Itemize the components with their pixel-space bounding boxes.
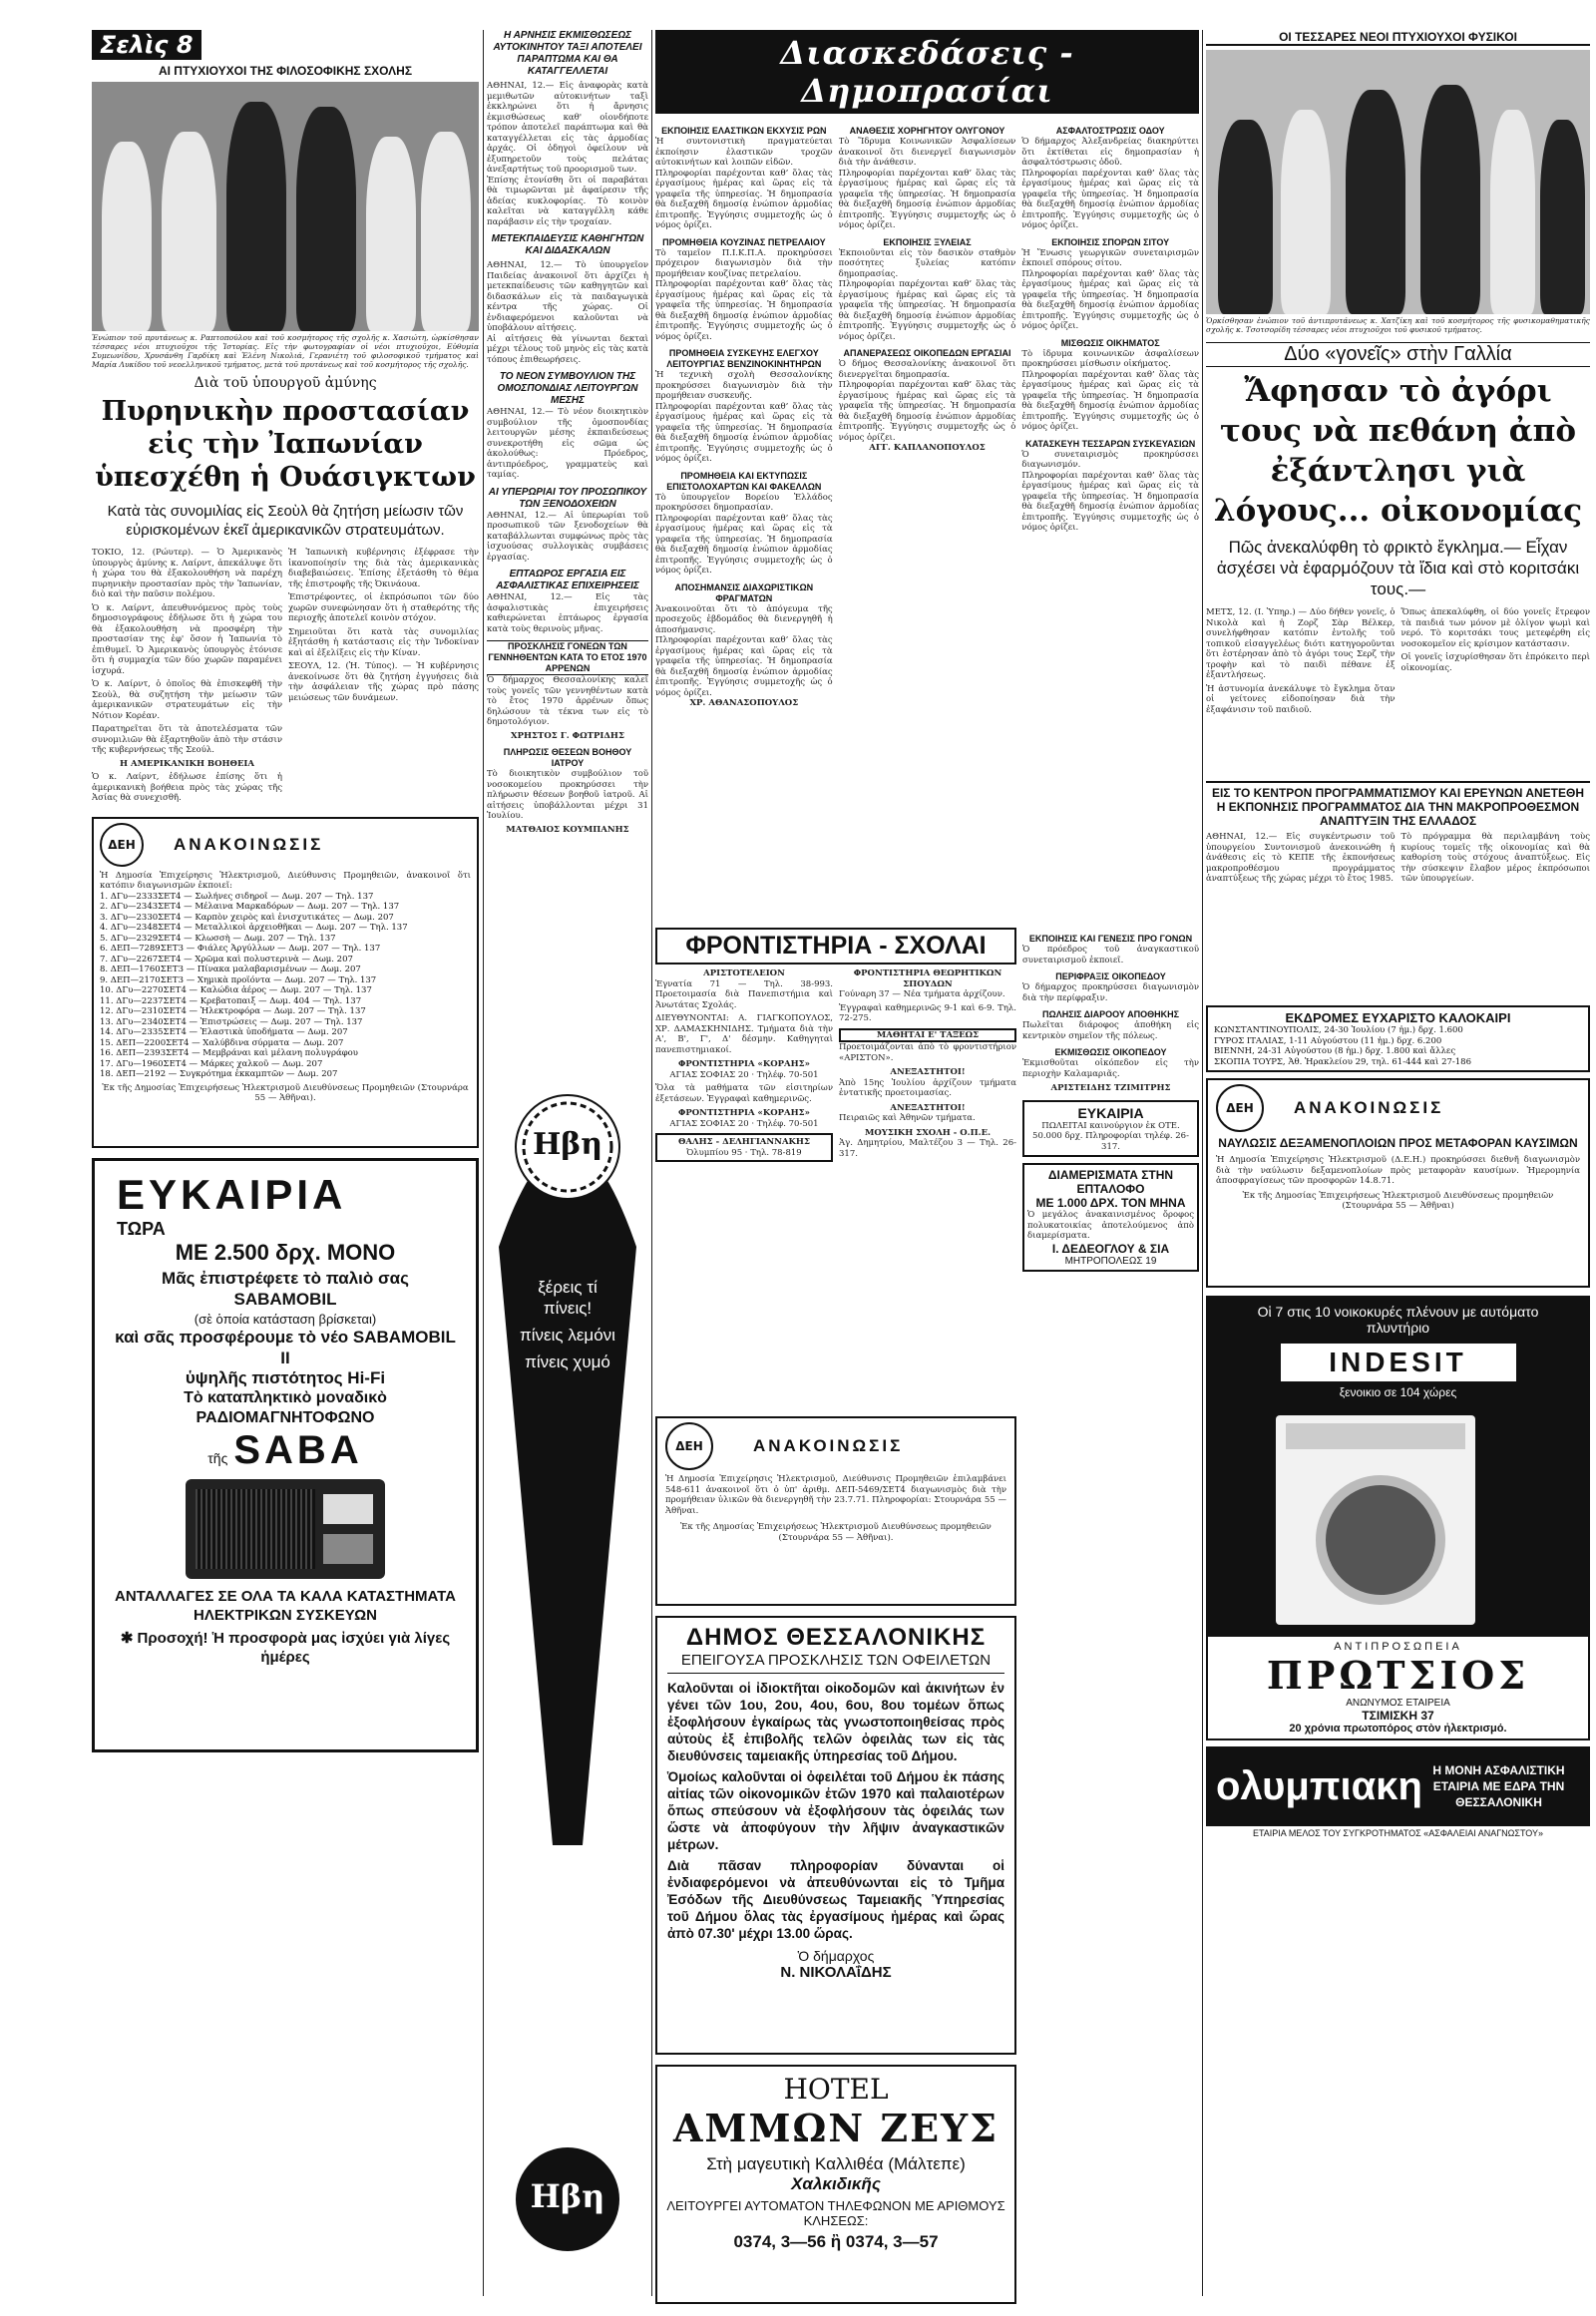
saba-l2: ΜΕ 2.500 δρχ. ΜΟΝΟ — [175, 1239, 396, 1265]
headline-hotels: ΑΙ ΥΠΕΡΩΡΙΑΙ ΤΟΥ ΠΡΟΣΩΠΙΚΟΥ ΤΩΝ ΞΕΝΟΔΟΧΕΙΩΝ — [488, 486, 647, 510]
notice-filler: Πληροφορίαι παρέχονται καθ’ ὅλας τὰς ἐργασίμους ἡμέρας καὶ ὥρας εἰς τὰ γραφεῖα τῆς ὑπηρεσίας. Ἡ δημοπρασία θὰ διεξαχθῆ δημοσίᾳ ἐνώπιον ἁρμοδίας ἐπιτροπῆς. Ἐγγύησις συμμετοχῆς ὡς ὁ νόμος ὁρίζει. — [1021, 168, 1199, 230]
opportunity-text: ΠΩΛΕΙΤΑΙ καινούργιον ἐκ ΟΤΕ. 50.000 δρχ. Πληροφορίαι τηλέφ. 26-317. — [1032, 1120, 1189, 1152]
tutoring-section: ΦΡΟΝΤΙΣΤΗΡΙΑ - ΣΧΟΛΑΙ ΑΡΙΣΤΟΤΕΛΕΙΟΝ Ἐγνατία 71 — Τηλ. 38-993. Προετοιμασία διὰ Πανεπιστήμια καὶ Ἀνωτάτας Σχολάς. ΔΙΕΥΘΥΝΟΝΤΑΙ: Α. ΓΙΑΓΚΟΠΟΥΛΟΣ, ΧΡ. ΔΑΜΑΣΚΗΝΙΔΗΣ. Τμήματα διὰ τὴν Α', Β', Γ', Δ' δέσμην. Καθηγηταὶ πανεπιστημιακοί. ΦΡΟΝΤΙΣΤΗΡΙΑ «ΚΟΡΑΗΣ» ΑΓΙΑΣ ΣΟΦΙΑΣ 20 · Τηλέφ. 70-501 Ὅλα τὰ μαθήματα τῶν εἰσιτηρίων ἐξετάσεων. Ἐγγραφαὶ καθημερινῶς. ΦΡΟΝΤΙΣΤΗΡΙΑ «ΚΟΡΑΗΣ» ΑΓΙΑΣ ΣΟΦΙΑΣ 20 · Τηλέφ. 70-501 ΘΑΛΗΣ - ΔΕΛΗΓΙΑΝΝΑΚΗΣ Ὀλυμπίου 95 · Τηλ. 78-819 ΦΡΟΝΤΙΣΤΗΡΙΑ ΘΕΩΡΗΤΙΚΩΝ ΣΠΟΥΔΩΝ Γούναρη 37 — Νέα τμήματα ἀρχίζουν. Ἐγγραφαὶ καθημερινῶς 9-1 καὶ 6-9. Τηλ. 72-275. ΜΑΘΗΤΑΙ Ε' ΤΑΞΕΩΣ Προετοιμάζονται ἀπὸ τὸ φροντιστήριον «ΑΡΙΣΤΟΝ». ΑΝΕΞΑΣΤΗΤΟΙ! Ἀπὸ 15ης Ἰουλίου ἀρχίζουν τμήματα ἐντατικῆς προετοιμασίας. ΑΝΕΞΑΣΤΗΤΟΙ! Πειραιῶς καὶ Ἀθηνῶν τμήματα. ΜΟΥΣΙΚΗ ΣΧΟΛΗ - Ο.Π.Ε. Ἀγ. Δημητρίου, Μαλτέζου 3 — Τηλ. 26-317. — [655, 928, 1016, 1406]
hotel-ad — [655, 2065, 1016, 2304]
tutoring-title: ΦΡΟΝΤΙΣΤΗΡΙΑ - ΣΧΟΛΑΙ — [655, 928, 1016, 965]
announcement-item: 12. ΔΓυ—2310ΣΕΤ4 — Ἠλεκτροφόρα — Δωμ. 207 — Τηλ. 137 — [100, 1006, 366, 1016]
excursion-item: ΓΥΡΟΣ ΙΤΑΛΙΑΣ, 1-11 Αὐγούστου (11 ἡμ.) δρχ. 6.200 — [1214, 1035, 1442, 1046]
headline-parents: ΠΡΟΣΚΛΗΣΙΣ ΓΟΝΕΩΝ ΤΩΝ ΓΕΝΝΗΘΕΝΤΩΝ ΚΑΤΑ ΤΟ ΕΤΟΣ 1970 ΑΡΡΕΝΩΝ — [488, 641, 647, 673]
notice-filler: Πληροφορίαι παρέχονται καθ’ ὅλας τὰς ἐργασίμους ἡμέρας καὶ ὥρας εἰς τὰ γραφεῖα τῆς ὑπηρεσίας. Ἡ δημοπρασία θὰ διεξαχθῆ δημοσίᾳ ἐνώπιον ἁρμοδίας ἐπιτροπῆς. Ἐγγύησις συμμετοχῆς ὡς ὁ νόμος ὁρίζει. — [838, 380, 1016, 443]
notice-heading: ΑΠΑΝΕΡΑΣΕΩΣ ΟΙΚΟΠΕΔΩΝ ΕΡΓΑΣΙΑΙ — [843, 348, 1011, 358]
kicker: Διὰ τοῦ ὑπουργοῦ ἀμύνης — [194, 375, 377, 391]
deh-logo: ΔΕΗ — [1216, 1084, 1264, 1132]
municipality-text-1: Καλοῦνται οἱ ἰδιοκτῆται οἰκοδομῶν καὶ ἀκινήτων ἐν γένει τῶν 1ου, 2ου, 4ου, 6ου, 8ου τομέων ὅπως ἐξοφλήσουν ἐγκαίρως τὰς γνωστοποιηθείσας πρὸς αὐτοὺς ἐξ ἐπιβολῆς τελῶν ὀφειλὰς των εἰς τὰς διευθύνσεις ταμειακῆς ὑπηρεσίας τοῦ Δήμου. — [667, 1681, 1004, 1763]
saba-l10: ✱ Προσοχή! Ἡ προσφορὰ μας ἰσχύει γιὰ λίγες ἡμέρες — [120, 1629, 451, 1666]
protsios-brand: ΠΡΩΤΣΙΟΣ — [1266, 1653, 1530, 1698]
notice-heading: ΑΣΦΑΛΤΟΣΤΡΩΣΙΣ ΟΔΟΥ — [1055, 126, 1165, 136]
auction-column-3-lower — [1022, 928, 1199, 2304]
opportunity-box — [1022, 1100, 1199, 1158]
municipality-title: ΔΗΜΟΣ ΘΕΣΣΑΛΟΝΙΚΗΣ — [685, 1624, 987, 1651]
announcement-item: 1. ΔΓυ—2333ΣΕΤ4 — Σωλήνες σιδηροῖ — Δωμ. 207 — Τηλ. 137 — [100, 891, 374, 902]
right-body-2: Ὅπως ἀπεκαλύφθη, οἱ δύο γονεῖς ἔτρεφον τὰ παιδιά των μόνον μὲ ὀλίγον ψωμὶ καὶ νερό. Τὸ κοριτσάκι τους μετεφέρθη εἰς νοσοκομεῖον εἰς κρίσιμον κατάστασιν. Οἱ γονεῖς ἰσχυρίσθησαν ὅτι ἐπρόκειτο περὶ οἰκονομίας. — [1400, 607, 1590, 673]
notice-text: Πωλεῖται διάροφος ἀποθήκη εἰς κεντρικὸν σημεῖον τῆς πόλεως. — [1022, 1020, 1199, 1041]
center-announcement-text: Ἡ Δημοσία Ἐπιχείρησις Ἡλεκτρισμοῦ, Διεύθυνσις Προμηθειῶν ἐπιλαμβάνει 548-611 ἀνακοινοῖ ὅτι ὁ ὑπ' ἀριθμ. ΔΕΠ-5469/ΣΕΤ4 διαγωνισμὸς διὰ τὴν προμήθειαν ὑλικῶν θὰ διενεργηθῆ τὴν 23.7.71. Πληροφορίαι: Στουρνάρα 55 — Ἀθῆναι. — [665, 1474, 1006, 1516]
tutor-5-text: Ἀπὸ 15ης Ἰουλίου ἀρχίζουν τμήματα ἐντατικῆς προετοιμασίας. — [839, 1077, 1016, 1098]
center-announcement-title: ΑΝΑΚΟΙΝΩΣΙΣ — [753, 1436, 904, 1455]
body-filler: Ἐπίσης ἐτονίσθη ὅτι οἱ παραβάται θὰ τιμωρῶνται μὲ ἀφαίρεσιν τῆς ἀδείας κυκλοφορίας. Τὸ κοινὸν καλεῖται νὰ καταγγέλλη κάθε παράβασιν εἰς τὴν τροχαίαν. — [487, 175, 648, 227]
headline-council: ΤΟ ΝΕΟΝ ΣΥΜΒΟΥΛΙΟΝ ΤΗΣ ΟΜΟΣΠΟΝΔΙΑΣ ΛΕΙΤΟΥΡΓΩΝ ΜΕΣΗΣ — [497, 371, 638, 406]
notice-text: Ἡ συντονιστικὴ πραγματεύεται ἐκποίησιν ἐλαστικῶν τροχῶν αὐτοκινήτων καὶ λοιπῶν εἰδῶν. — [655, 137, 833, 168]
right-subhead: Πῶς ἀνεκαλύφθη τὸ φρικτὸ ἔγκλημα.— Εἶχαν ἀσχέσει νὰ ἐφαρμόζουν τὰ ἴδια καὶ στὸ κοριτσάκι τους.— — [1216, 538, 1580, 598]
headline-taxi: Η ΑΡΝΗΣΙΣ ΕΚΜΙΣΘΩΣΕΩΣ ΑΥΤΟΚΙΝΗΤΟΥ ΤΑΞΙ ΑΠΟΤΕΛΕΙ ΠΑΡΑΠΤΩΜΑ ΚΑΙ ΘΑ ΚΑΤΑΓΓΕΛΛΕΤΑΙ — [493, 30, 642, 77]
notice-heading: ΕΚΠΟΙΗΣΙΣ ΣΠΟΡΩΝ ΣΙΤΟΥ — [1051, 236, 1170, 247]
municipality-text-3: Διὰ πᾶσαν πληροφορίαν δύνανται οἱ ἐνδιαφερόμενοι νὰ ἀπευθύνωνται εἰς τὸ Τμῆμα Ἐσόδων τῆς Διευθύνσεως Ταμειακῆς Ὑπηρεσίας τοῦ Δήμου ὅλας τὰς ἐργασίμους ἡμέρας καὶ ὥρας ἀπὸ 07.30' μέχρι 13.00 ὥρας. — [667, 1858, 1004, 1941]
saba-l9: ΑΝΤΑΛΛΑΓΕΣ ΣΕ ΟΛΑ ΤΑ ΚΑΛΑ ΚΑΤΑΣΤΗΜΑΤΑ ΗΛΕΚΤΡΙΚΩΝ ΣΥΣΚΕΥΩΝ — [114, 1587, 456, 1624]
notice-text: Ὁ δήμαρχος Ἀλεξανδρείας διακηρύττει ὅτι ἐκτίθεται εἰς δημοπρασίαν ἡ ἀσφαλτόστρωσις ὁδοῦ. — [1021, 137, 1199, 168]
notice-heading: ΜΙΣΘΩΣΙΣ ΟΙΚΗΜΑΤΟΣ — [1060, 337, 1160, 348]
signature-2: ΜΑΤΘΑΙΟΣ ΚΟΥΜΠΑΝΗΣ — [506, 824, 629, 835]
announcement-list — [100, 892, 471, 1080]
apartments-sign: Ι. ΔΕΔΕΟΓΛΟΥ & ΣΙΑ — [1051, 1241, 1170, 1256]
kepe-body: ΑΘΗΝΑΙ, 12.— Εἰς συγκέντρωσιν τοῦ ὑπουργείου Συντονισμοῦ ἀνεκοινώθη ἡ ἀνάθεσις εἰς τὸ ΚΕΠΕ τῆς ἐκπονήσεως μακροπροθέσμου προγράμματος ἀναπτύξεως τῆς χώρας μέχρι τὸ ἔτος 1985. — [1206, 832, 1396, 884]
announcement-item: 9. ΔΕΠ—2170ΣΕΤ3 — Χημικὰ προϊόντα — Δωμ. 207 — Τηλ. 137 — [100, 974, 377, 985]
auction-column-3 — [1021, 120, 1199, 997]
notice-heading: ΕΚΜΙΣΘΩΣΙΣ ΟΙΚΟΠΕΔΟΥ — [1054, 1047, 1167, 1057]
tutor-7-title: ΑΝΕΞΑΣΤΗΤΟΙ! — [890, 1102, 966, 1113]
tutor-7-text: Πειραιῶς καὶ Ἀθηνῶν τμήματα. — [839, 1113, 976, 1123]
notice-heading: ΠΡΟΜΗΘΕΙΑ ΣΥΣΚΕΥΗΣ ΕΛΕΓΧΟΥ ΛΕΙΤΟΥΡΓΙΑΣ ΒΕΝΖΙΝΟΚΙΝΗΤΗΡΩΝ — [666, 348, 822, 369]
tutor-2-text: Γούναρη 37 — Νέα τμήματα ἀρχίζουν. — [839, 989, 1005, 999]
photo-caption: Ἐνώπιον τοῦ πρυτάνεως κ. Ραπτοπούλου καὶ τοῦ κοσμήτορος τῆς σχολῆς κ. Χασιώτη, ὡρκίσθησαν τέσσαρες νέοι πτυχιοῦχοι τῆς Ἱστορίας. Εἰς τὴν φωτογραφίαν οἱ νέοι πτυχιοῦχοι, Εὐθυμία Συμεωνίδου, Χρυσάνθη Γαρδίκη καὶ Ἑλένη Νικολιά, Γερανιέτη τοῦ φιλοσοφικοῦ τμήματος καὶ Μαρία Λυκίδου τοῦ νεοελληνικοῦ τμήματος, μετὰ τοῦ πρυτάνεως καὶ τοῦ κοσμήτορος τῆς σχολῆς. — [92, 333, 479, 369]
article-body-2: Ἡ Ἰαπωνικὴ κυβέρνησις ἐξέφρασε τὴν ἱκανοποίησίν της διὰ τὰς ἀμερικανικὰς διαβεβαιώσεις. Ἐπίσης ἐξετάσθη τὸ θέμα τῆς ἐπιστροφῆς τῆς Ὀκινάουα. Ἐπιστρέφοντες, οἱ ἐκπρόσωποι τῶν δύο χωρῶν συνεφώνησαν ὅτι ἡ σταθερότης τῆς περιοχῆς ἀποτελεῖ κοινὸν στόχον. Σημειοῦται ὅτι κατὰ τὰς συνομιλίας ἐξητάσθη ἡ κατάστασις εἰς τὴν Ἰνδοκίναν καὶ αἱ ἐξελίξεις εἰς τὴν Κίναν. ΣΕΟΥΛ, 12. (Ἡ. Τύπος). — Ἡ κυβέρνησις ἀνεκοίνωσε ὅτι θὰ ζητήση ἐγγυήσεις διὰ τὴν ἀσφάλειαν τῆς χώρας πρὸ πάσης μειώσεως τῶν δυνάμεων. — [288, 548, 479, 703]
right-kicker: Δύο «γονεῖς» στὴν Γαλλία — [1206, 342, 1590, 367]
article-body: ΤΟΚΙΟ, 12. (Ρώυτερ). — Ὁ Ἀμερικανὸς ὑπουργὸς ἀμύνης κ. Λαίρντ, ἀπεκάλυψε ὅτι ἡ χώρα του θὰ ἐξακολουθήση νὰ παρέχη πυρηνικὴν προστασίαν πρὸς τὴν Ἰαπωνίαν, διὸ καὶ τὴν παῦσιν πολέμου. Ὁ κ. Λαίρντ, ἀπευθυνόμενος πρὸς τοὺς δημοσιογράφους ἐδήλωσε ὅτι ἡ χώρα του θὰ ἐξακολουθήση νὰ προσφέρη τὴν προστασίαν της ἐφ' ὅσον ἡ Ἰαπωνία τὸ ἐπιθυμεῖ. Ὁ Ἀμερικανὸς ὑπουργὸς ἐτόνισε ὅτι ἡ συμμαχία τῶν δύο χωρῶν παραμένει ἰσχυρά. Ὁ κ. Λαίρντ, ὁ ὁποῖος θὰ ἐπισκεφθῆ τὴν Σεοὺλ, θὰ συζητήση τὴν μείωσιν τῶν ἀμερικανικῶν στρατευμάτων εἰς τὴν Νότιον Κορέαν. Παρατηρεῖται ὅτι τὰ ἀποτελέσματα τῶν συνομιλιῶν θὰ ἐξαρτηθοῦν ἀπὸ τὴν στάσιν τῆς κυβερνήσεως τῆς Σεούλ. Η ΑΜΕΡΙΚΑΝΙΚΗ ΒΟΗΘΕΙΑ Ὁ κ. Λαίρντ, ἐδήλωσε ἐπίσης ὅτι ἡ ἀμερικανικὴ βοήθεια πρὸς τὰς χώρας τῆς Ἀσίας θὰ συνεχισθῆ. — [92, 548, 282, 803]
notice-heading: ΕΚΠΟΙΗΣΙΣ ΚΑΙ ΓΕΝΕΣΙΣ ΠΡΟ ΓΟΝΩΝ — [1028, 934, 1193, 944]
notice-filler: Πληροφορίαι παρέχονται καθ’ ὅλας τὰς ἐργασίμους ἡμέρας καὶ ὥρας εἰς τὰ γραφεῖα τῆς ὑπηρεσίας. Ἡ δημοπρασία θὰ διεξαχθῆ δημοσίᾳ ἐνώπιον ἁρμοδίας ἐπιτροπῆς. Ἐγγύησις συμμετοχῆς ὡς ὁ νόμος ὁρίζει. — [655, 168, 833, 230]
tutor-5-title: ΑΝΕΞΑΣΤΗΤΟΙ! — [890, 1067, 966, 1077]
notice-filler: Πληροφορίαι παρέχονται καθ’ ὅλας τὰς ἐργασίμους ἡμέρας καὶ ὥρας εἰς τὰ γραφεῖα τῆς ὑπηρεσίας. Ἡ δημοπρασία θὰ διεξαχθῆ δημοσίᾳ ἐνώπιον ἁρμοδίας ἐπιτροπῆς. Ἐγγύησις συμμετοχῆς ὡς ὁ νόμος ὁρίζει. — [1021, 470, 1199, 533]
right-top-headline: ΟΙ ΤΕΣΣΑΡΕΣ ΝΕΟΙ ΠΤΥΧΙΟΥΧΟΙ ΦΥΣΙΚΟΙ — [1206, 30, 1590, 46]
section-label: Σελὶς 8 — [92, 30, 201, 60]
announcement-item: 17. ΔΓυ—1960ΣΕΤ4 — Μάρκες χαλκοῦ — Δωμ. 207 — [100, 1058, 323, 1069]
announcement-item: 14. ΔΓυ—2335ΣΕΤ4 — Ἐλαστικὰ ὑποδήματα — Δωμ. 207 — [100, 1027, 348, 1037]
excursions-title: ΕΚΔΡΟΜΕΣ ΕΥΧΑΡΙΣΤΟ ΚΑΛΟΚΑΙΡΙ — [1285, 1010, 1511, 1025]
right-photo-caption: Ὁρκίσθησαν ἐνώπιον τοῦ ἀντιπρυτάνεως κ. Χατζίκη καὶ τοῦ κοσμήτορος τῆς φυσικομαθηματικῆς σχολῆς κ. Τσοτσορίδη τέσσαρες νέοι πτυχιοῦχοι τοῦ φυσικοῦ τμήματος. — [1206, 316, 1590, 334]
notice-text: Τὸ Ἵδρυμα Κοινωνικῶν Ἀσφαλίσεων ἀνακοινοῖ ὅτι διενεργεῖ διαγωνισμὸν διὰ τὴν ἀνάθεσιν. — [838, 137, 1016, 168]
auctions-columns — [655, 120, 1199, 997]
hebe-drawing — [487, 1067, 648, 2304]
apartments-title: ΔΙΑΜΕΡΙΣΜΑΤΑ ΣΤΗΝ ΕΠΤΑΛΟΦΟ — [1047, 1168, 1174, 1196]
excursion-item: ΣΚΟΠΙΑ ΤΟΥΡΣ, Ἀθ. Ἡρακλείου 29, τηλ. 61-444 καὶ 27-186 — [1214, 1056, 1471, 1067]
notice-heading: ΕΚΠΟΙΗΣΙΣ ΕΛΑΣΤΙΚΩΝ ΕΚΧΥΣΙΣ ΡΩΝ — [661, 126, 827, 136]
announcement-item: 5. ΔΓυ—2329ΣΕΤ4 — Κλωσσὴ — Δωμ. 207 — Τηλ. 137 — [100, 933, 336, 944]
headline-teachers: ΜΕΤΕΚΠΑΙΔΕΥΣΙΣ ΚΑΘΗΓΗΤΩΝ ΚΑΙ ΔΙΔΑΣΚΑΛΩΝ — [491, 233, 644, 256]
notice-heading: ΠΕΡΙΦΡΑΞΙΣ ΟΙΚΟΠΕΔΟΥ — [1055, 971, 1166, 981]
body-teachers: ΑΘΗΝΑΙ, 12.— Τὸ ὑπουργεῖον Παιδείας ἀνακοινοῖ ὅτι ἀρχίζει ἡ μετεκπαίδευσις τῶν καθηγητῶν καὶ διδασκάλων εἰς τὰ παιδαγωγικὰ κέντρα τῆς χώρας. Οἱ ἐνδιαφερόμενοι καλοῦνται νὰ ὑποβάλουν αἰτήσεις. — [487, 260, 648, 333]
col5-signature: ΑΡΙΣΤΕΙΔΗΣ ΤΖΙΜΙΤΡΗΣ — [1050, 1083, 1171, 1093]
announcement-item: 4. ΔΓυ—2348ΣΕΤ4 — Μεταλλικοὶ ἀρχειοθῆκαι — Δωμ. 207 — Τηλ. 137 — [100, 923, 408, 933]
right-headline: Ἄφησαν τὸ ἀγόρι τους νὰ πεθάνη ἀπὸ ἐξάντλησι γιὰ λόγους... οἰκονομίας — [1213, 373, 1583, 529]
notice-heading: ΑΝΑΘΕΣΙΣ ΧΟΡΗΓΗΤΟΥ ΟΛΥΓΟΝΟΥ — [849, 126, 1005, 136]
column-rule — [483, 30, 484, 2296]
announcement-item: 2. ΔΓυ—2343ΣΕΤ4 — Μέλαινα Μαρκαδόρων — Δωμ. 207 — Τηλ. 137 — [100, 902, 400, 912]
excursion-item: ΚΩΝΣΤΑΝΤΙΝΟΥΠΟΛΙΣ, 24-30 Ἰουλίου (7 ἡμ.) δρχ. 1.600 — [1214, 1025, 1463, 1035]
notice-text: Ἀνακοινοῦται ὅτι τὸ ἀπόγευμα τῆς προσεχοῦς ἐβδομάδος θὰ διενεργηθῆ ἡ ἀποσήμανσις. — [655, 603, 833, 635]
notice-heading: ΠΡΟΜΗΘΕΙΑ ΚΑΙ ΕΚΤΥΠΩΣΙΣ ΕΠΙΣΤΟΛΟΧΑΡΤΩΝ ΚΑΙ ΦΑΚΕΛΛΩΝ — [666, 470, 822, 492]
apartments-box — [1022, 1163, 1199, 1272]
center-announcement — [655, 1416, 1016, 1606]
headline-doctor: ΠΛΗΡΩΣΙΣ ΘΕΣΕΩΝ ΒΟΗΘΟΥ ΙΑΤΡΟΥ — [503, 747, 632, 768]
headline: Πυρηνικὴν προστασίαν εἰς τὴν Ἰαπωνίαν ὑπεσχέθη ἡ Ουάσιγκτων — [95, 396, 476, 493]
notice-heading: ΚΑΤΑΣΚΕΥΗ ΤΕΣΣΑΡΩΝ ΣΥΣΚΕΥΑΣΙΩΝ — [1025, 438, 1196, 449]
excursion-item: ΒΙΕΝΝΗ, 24-31 Αὐγούστου (8 ἡμ.) δρχ. 1.800 καὶ ἄλλες — [1214, 1046, 1456, 1056]
hebe-line-1: ξέρεις τί πίνεις! — [538, 1278, 598, 1318]
hotel-phones: 0374, 3—56 ἢ 0374, 3—57 — [733, 2232, 939, 2251]
municipality-text-2: Ὁμοίως καλοῦνται οἱ ὀφειλέται τοῦ Δήμου ἐκ πάσης αἰτίας τῶν οἰκονομικῶν ἐτῶν 1970 καὶ παλαιοτέρων ὅπως σπεύσουν νὰ ἐξοφλήσουν τὰς ὀφειλάς των ὥστε νὰ ἀποφύγουν τὴν λῆψιν ἀναγκαστικῶν μέτρων. — [667, 1769, 1004, 1852]
tutor-8-text: Ἀγ. Δημητρίου, Μαλτέζου 3 — Τηλ. 26-317. — [839, 1138, 1016, 1159]
notice-filler: Πληροφορίαι παρέχονται καθ’ ὅλας τὰς ἐργασίμους ἡμέρας καὶ ὥρας εἰς τὰ γραφεῖα τῆς ὑπηρεσίας. Ἡ δημοπρασία θὰ διεξαχθῆ δημοσίᾳ ἐνώπιον ἁρμοδίας ἐπιτροπῆς. Ἐγγύησις συμμετοχῆς ὡς ὁ νόμος ὁρίζει. — [838, 168, 1016, 230]
right-column — [1206, 30, 1590, 2306]
center-block — [655, 30, 1199, 2306]
tutor-2-title: ΦΡΟΝΤΙΣΤΗΡΙΑ ΘΕΩΡΗΤΙΚΩΝ ΣΠΟΥΔΩΝ — [853, 968, 1002, 989]
notice-text: Ὁ δήμαρχος προκηρύσσει διαγωνισμὸν διὰ τὴν περίφραξιν. — [1022, 982, 1199, 1003]
hebe-brand: Ηβη — [532, 1127, 603, 1162]
hotel-line-2: Χαλκιδικῆς — [791, 2174, 881, 2193]
saba-title: ΕΥΚΑΙΡΙΑ — [117, 1170, 347, 1218]
photo-graduates — [92, 82, 479, 331]
saba-l1: ΤΩΡΑ — [117, 1218, 166, 1239]
olympiaki-l2: ΕΤΑΙΡΙΑ ΜΕΛΟΣ ΤΟΥ ΣΥΓΚΡΟΤΗΜΑΤΟΣ «ΑΣΦΑΛΕΙΑΙ ΑΝΑΓΝΩΣΤΟΥ» — [1252, 1828, 1544, 1838]
municipality-notice — [655, 1616, 1016, 2055]
apartments-text: Ὁ μεγάλος ἀνακαινισμένος ὄροφος πολυκατοικίας ἀποτελούμενος ἀπὸ διαμερίσματα. — [1027, 1210, 1194, 1241]
washing-machine — [1276, 1415, 1475, 1625]
column-rule — [651, 30, 652, 2296]
notice-heading: ΕΚΠΟΙΗΣΙΣ ΞΥΛΕΙΑΣ — [883, 236, 972, 247]
notice-filler: Πληροφορίαι παρέχονται καθ’ ὅλας τὰς ἐργασίμους ἡμέρας καὶ ὥρας εἰς τὰ γραφεῖα τῆς ὑπηρεσίας. Ἡ δημοπρασία θὰ διεξαχθῆ δημοσίᾳ ἐνώπιον ἁρμοδίας ἐπιτροπῆς. Ἐγγύησις συμμετοχῆς ὡς ὁ νόμος ὁρίζει. — [655, 513, 833, 576]
indesit-brand: INDESIT — [1281, 1344, 1516, 1381]
tutor-3-text: ΑΓΙΑΣ ΣΟΦΙΑΣ 20 · Τηλέφ. 70-501 — [669, 1069, 819, 1080]
protsios-ad — [1206, 1635, 1590, 1740]
opportunity-title: ΕΥΚΑΙΡΙΑ — [1077, 1104, 1144, 1121]
right-announcement-sign: Ἐκ τῆς Δημοσίας Ἐπιχειρήσεως Ἡλεκτρισμοῦ Διευθύνσεως προμηθειῶν (Στουρνάρα 55 — Ἀθῆναι) — [1242, 1190, 1554, 1211]
notice-text: Ἡ τεχνικὴ σχολὴ Θεσσαλονίκης προκηρύσσει διαγωνισμὸν διὰ τὴν προμήθειαν συσκευῆς. — [655, 370, 833, 401]
municipality-subtitle: ΕΠΕΙΓΟΥΣΑ ΠΡΟΣΚΛΗΣΙΣ ΤΩΝ ΟΦΕΙΛΕΤΩΝ — [667, 1652, 1004, 1674]
kepe-headline: ΕΙΣ ΤΟ ΚΕΝΤΡΟΝ ΠΡΟΓΡΑΜΜΑΤΙΣΜΟΥ ΚΑΙ ΕΡΕΥΝΩΝ ΑΝΕΤΕΘΗ Η ΕΚΠΟΝΗΣΙΣ ΠΡΟΓΡΑΜΜΑΤΟΣ ΔΙΑ ΤΗΝ ΜΑΚΡΟΠΡΟΘΕΣΜΟΝ ΑΝΑΠΤΥΞΙΝ ΤΗΣ ΕΛΛΑΔΟΣ — [1206, 781, 1590, 828]
right-announcement-subtitle: ΝΑΥΛΩΣΙΣ ΔΕΞΑΜΕΝΟΠΛΟΙΩΝ ΠΡΟΣ ΜΕΤΑΦΟΡΑΝ ΚΑΥΣΙΜΩΝ — [1218, 1136, 1578, 1150]
section-banner: Διασκεδάσεις - Δημοπρασίαι — [655, 30, 1199, 114]
signature-1: ΧΡΗΣΤΟΣ Γ. ΦΩΤΡΙΔΗΣ — [511, 730, 624, 741]
notice-signature: ΧΡ. ΑΘΑΝΑΣΟΠΟΥΛΟΣ — [689, 698, 799, 708]
saba-l4: (σὲ ὁποία κατάσταση βρίσκεται) — [194, 1311, 377, 1327]
right-announcement — [1206, 1078, 1590, 1288]
protsios-l2: ΑΝΩΝΥΜΟΣ ΕΤΑΙΡΕΙΑ — [1346, 1698, 1450, 1709]
auction-column-1 — [655, 120, 833, 997]
apartments-address: ΜΗΤΡΟΠΟΛΕΩΣ 19 — [1064, 1255, 1157, 1267]
announcement-footer: Ἐκ τῆς Δημοσίας Ἐπιχειρήσεως Ἡλεκτρισμοῦ Διευθύνσεως Προμηθειῶν (Στουρνάρα 55 — Ἀθῆναι). — [102, 1082, 469, 1103]
notice-text: Τὸ ὑπουργεῖον Βορείου Ἑλλάδος προκηρύσσει δημοπρασίαν. — [655, 492, 833, 513]
announcement-title: ΑΝΑΚΟΙΝΩΣΙΣ — [174, 834, 324, 854]
notice-filler: Πληροφορίαι παρέχονται καθ’ ὅλας τὰς ἐργασίμους ἡμέρας καὶ ὥρας εἰς τὰ γραφεῖα τῆς ὑπηρεσίας. Ἡ δημοπρασία θὰ διεξαχθῆ δημοσίᾳ ἐνώπιον ἁρμοδίας ἐπιτροπῆς. Ἐγγύησις συμμετοχῆς ὡς ὁ νόμος ὁρίζει. — [655, 635, 833, 698]
tutor-1-title: ΑΡΙΣΤΟΤΕΛΕΙΟΝ — [703, 968, 785, 978]
notice-filler: Πληροφορίαι παρέχονται καθ’ ὅλας τὰς ἐργασίμους ἡμέρας καὶ ὥρας εἰς τὰ γραφεῖα τῆς ὑπηρεσίας. Ἡ δημοπρασία θὰ διεξαχθῆ δημοσίᾳ ἐνώπιον ἁρμοδίας ἐπιτροπῆς. Ἐγγύησις συμμετοχῆς ὡς ὁ νόμος ὁρίζει. — [655, 401, 833, 464]
indesit-ad — [1206, 1296, 1590, 1635]
kepe-body-2: Τὸ πρόγραμμα θὰ περιλαμβάνη τοὺς κυρίους τομεῖς τῆς οἰκονομίας καὶ θὰ καθορίση τοὺς στόχους ἀναπτύξεως. Εἰς τὴν σύσκεψιν ἔλαβον μέρος ἐκπρόσωποι τῶν ὑπουργείων. — [1400, 832, 1590, 884]
indesit-sub: ξενοικιο σε 104 χώρες — [1339, 1385, 1457, 1399]
hotel-line-3: ΛΕΙΤΟΥΡΓΕΙ ΑΥΤΟΜΑΤΟΝ ΤΗΛΕΦΩΝΟΝ ΜΕ ΑΡΙΘΜΟΥΣ ΚΛΗΣΕΩΣ: — [666, 2198, 1005, 2228]
olympiaki-ad — [1206, 1746, 1590, 1826]
saba-l3: Μᾶς ἐπιστρέφετε τὸ παλιὸ σας SABAMOBIL — [162, 1268, 409, 1309]
body-taxi: ΑΘΗΝΑΙ, 12.— Εἰς ἀναφορὰς κατὰ μεμιθωτῶν αὐτοκινήτων ταξὶ ἐκκληρώνει ὅτι ἡ ἄρνησις ἐκμισθώσεως καθ' οἱονδήποτε τρόπον ἀποτελεῖ παράπτωμα καὶ θὰ καταγγέλλεται εἰς τὰς ἀρμοδίας ἀρχάς. Οἱ ὁδηγοὶ ὀφείλουν νὰ ἐξυπηρετοῦν τοὺς πελάτας ἀνεξαρτήτως τοῦ προορισμοῦ των. — [487, 81, 648, 175]
olympiaki-l1: Η ΜΟΝΗ ΑΣΦΑΛΙΣΤΙΚΗ ΕΤΑΙΡΙΑ ΜΕ ΕΔΡΑ ΤΗΝ ΘΕΣΣΑΛΟΝΙΚΗ — [1432, 1763, 1565, 1809]
notice-text: Ἐκμισθοῦται οἰκόπεδον εἰς τὴν περιοχὴν Καλαμαριᾶς. — [1022, 1058, 1199, 1079]
announcement-item: 11. ΔΓυ—2237ΣΕΤ4 — Κρεβατοπαιξ — Δωμ. 404 — Τηλ. 137 — [100, 995, 362, 1006]
hotel-name: ΑΜΜΩΝ ΖΕΥΣ — [672, 2106, 999, 2150]
municipality-sign-name: Ν. ΝΙΚΟΛΑΐΔΗΣ — [780, 1964, 892, 1981]
indesit-tagline: Οἱ 7 στις 10 νοικοκυρές πλένουν με αυτόματο πλυντήριο — [1257, 1304, 1539, 1336]
announcement-item: 13. ΔΓυ—2340ΣΕΤ4 — Ἐπιστρώσεις — Δωμ. 207 — Τηλ. 137 — [100, 1016, 363, 1027]
deh-logo: ΔΕΗ — [100, 823, 144, 867]
notice-filler: Πληροφορίαι παρέχονται καθ’ ὅλας τὰς ἐργασίμους ἡμέρας καὶ ὥρας εἰς τὰ γραφεῖα τῆς ὑπηρεσίας. Ἡ δημοπρασία θὰ διεξαχθῆ δημοσίᾳ ἐνώπιον ἁρμοδίας ἐπιτροπῆς. Ἐγγύησις συμμετοχῆς ὡς ὁ νόμος ὁρίζει. — [1021, 268, 1199, 331]
announcement-item: 16. ΔΕΠ—2393ΣΕΤ4 — Μεμβράναι καὶ μέλανη πολυγράφου — [100, 1048, 358, 1058]
hotel-line-1: Στὴ μαγευτικὴ Καλλιθέα (Μάλτεπε) — [706, 2154, 966, 2173]
olympiaki-brand: ολυμπιακη — [1216, 1763, 1422, 1808]
notice-heading: ΠΩΛΗΣΙΣ ΔΙΑΡΟΟΥ ΑΠΟΘΗΚΗΣ — [1042, 1009, 1179, 1019]
excursions-box — [1206, 1005, 1590, 1072]
apartments-price: ΜΕ 1.000 ΔΡΧ. ΤΟΝ ΜΗΝΑ — [1035, 1196, 1186, 1210]
tutor-3-title: ΦΡΟΝΤΙΣΤΗΡΙΑ «ΚΟΡΑΗΣ» — [677, 1059, 810, 1069]
hebe-brand-bottom: Ηβη — [530, 2177, 605, 2215]
announcement-item: 18. ΔΕΠ—2192 — Συγκρότημα ἐκκαμπτῶν — Δωμ. 207 — [100, 1069, 338, 1079]
tutor-4-text: Προετοιμάζονται ἀπὸ τὸ φροντιστήριον «ΑΡΙΣΤΟΝ». — [839, 1042, 1016, 1063]
tutor-6-title: ΘΑΛΗΣ - ΔΕΛΗΓΙΑΝΝΑΚΗΣ — [678, 1137, 810, 1147]
hotel-label: HOTEL — [783, 2073, 889, 2106]
saba-l8: τῆς — [207, 1449, 228, 1466]
hebe-line-3: πίνεις χυμό — [525, 1352, 610, 1371]
tutor-8-title: ΜΟΥΣΙΚΗ ΣΧΟΛΗ - Ο.Π.Ε. — [864, 1127, 992, 1138]
protsios-address: ΤΣΙΜΙΣΚΗ 37 — [1362, 1709, 1434, 1723]
notice-signature: ΑΓΓ. ΚΑΠΛΑΝΟΠΟΥΛΟΣ — [869, 443, 986, 453]
notice-filler: Πληροφορίαι παρέχονται καθ’ ὅλας τὰς ἐργασίμους ἡμέρας καὶ ὥρας εἰς τὰ γραφεῖα τῆς ὑπηρεσίας. Ἡ δημοπρασία θὰ διεξαχθῆ δημοσίᾳ ἐνώπιον ἁρμοδίας ἐπιτροπῆς. Ἐγγύησις συμμετοχῆς ὡς ὁ νόμος ὁρίζει. — [1021, 369, 1199, 432]
center-announcement-sign: Ἐκ τῆς Δημοσίας Ἐπιχειρήσεως Ἡλεκτρισμοῦ Διευθύνσεως προμηθειῶν (Στουρνάρα 55 — Ἀθῆναι). — [680, 1522, 992, 1543]
notice-text: Τὸ ταμεῖον Π.Ι.Κ.Π.Α. προκηρύσσει πρόχειρον διαγωνισμὸν διὰ τὴν προμήθειαν κουζίνας πετρελαίου. — [655, 247, 833, 279]
announcement-item: 6. ΔΕΠ—7289ΣΕΤ3 — Φιάλες Ἀργύλλων — Δωμ. 207 — Τηλ. 137 — [100, 944, 381, 954]
notice-text: Ὁ συνεταιρισμὸς προκηρύσσει διαγωνισμόν. — [1021, 449, 1199, 470]
announcement-item: 10. ΔΓυ—2270ΣΕΤ4 — Καλώδια ἀέρος — Δωμ. 207 — Τηλ. 137 — [100, 985, 372, 995]
announcement-box — [92, 817, 479, 1148]
notice-text: Τὸ ἱδρυμα κοινωνικῶν ἀσφαλίσεων προκηρύσσει μίσθωσιν οἰκήματος. — [1021, 348, 1199, 369]
right-announcement-text: Ἡ Δημοσία Ἐπιχείρησις Ἡλεκτρισμοῦ (Δ.Ε.Η.) προκηρύσσει διεθνῆ διαγωνισμὸν διὰ τὴν ναύλωσιν δεξαμενοπλοίων πρὸς μεταφορὰν καυσίμων. Ἡμερομηνία ἀποσφραγίσεως τῶν προσφορῶν 14.8.71. — [1216, 1155, 1580, 1186]
municipality-sign-role: Ὁ δήμαρχος — [797, 1948, 875, 1964]
deh-logo: ΔΕΗ — [665, 1422, 713, 1470]
protsios-l1: ΑΝΤΙΠΡΟΣΩΠΕΙΑ — [1334, 1641, 1462, 1653]
announcement-item: 8. ΔΕΠ—1760ΣΕΤ3 — Πίνακα μαλαβαρισμένων — Δωμ. 207 — [100, 965, 361, 974]
top-headline: ΑΙ ΠΤΥΧΙΟΥΧΟΙ ΤΗΣ ΦΙΛΟΣΟΦΙΚΗΣ ΣΧΟΛΗΣ — [158, 64, 413, 78]
notice-filler: Πληροφορίαι παρέχονται καθ’ ὅλας τὰς ἐργασίμους ἡμέρας καὶ ὥρας εἰς τὰ γραφεῖα τῆς ὑπηρεσίας. Ἡ δημοπρασία θὰ διεξαχθῆ δημοσίᾳ ἐνώπιον ἁρμοδίας ἐπιτροπῆς. Ἐγγύησις συμμετοχῆς ὡς ὁ νόμος ὁρίζει. — [655, 279, 833, 342]
announcement-item: 7. ΔΓυ—2267ΣΕΤ4 — Χρῶμα καὶ πολυστερινὰ — Δωμ. 207 — [100, 954, 353, 965]
headline-insurance: ΕΠΤΑΩΡΟΣ ΕΡΓΑΣΙΑ ΕΙΣ ΑΣΦΑΛΙΣΤΙΚΑΣ ΕΠΙΧΕΙΡΗΣΕΙΣ — [496, 569, 639, 591]
announcement-item: 3. ΔΓυ—2330ΣΕΤ4 — Καρπὸν χειρὸς καὶ ἐνισχυτικάτες — Δωμ. 207 — [100, 912, 394, 923]
notice-text: Ὁ πρόεδρος τοῦ ἀναγκαστικοῦ συνεταιρισμοῦ ἐκποιεῖ. — [1022, 945, 1199, 965]
radio-image — [186, 1479, 385, 1579]
tutor-3b-title: ΦΡΟΝΤΙΣΤΗΡΙΑ «ΚΟΡΑΗΣ» — [677, 1108, 810, 1118]
tutor-6-text: Ὀλυμπίου 95 · Τηλ. 78-819 — [686, 1147, 802, 1158]
saba-l6: ὑψηλῆς πιστότητος Hi-Fi — [185, 1367, 386, 1387]
notice-text: Ὁ δήμος Θεσσαλονίκης ἀνακοινοῖ ὅτι διενεργεῖται δημοπρασία. — [838, 359, 1016, 380]
subhead: Κατὰ τὰς συνομιλίας εἰς Σεοὺλ θὰ ζητήση μείωσιν τῶν εὐρισκομένων ἐκεῖ ἀμερικανικῶν στρατευμάτων. — [107, 503, 464, 539]
tutor-1-text: Ἐγνατία 71 — Τηλ. 38-993. Προετοιμασία διὰ Πανεπιστήμια καὶ Ἀνωτάτας Σχολάς. — [655, 978, 833, 1010]
announcement-item: 15. ΔΕΠ—2200ΣΕΤ4 — Χαλύβδινα σύρματα — Δωμ. 207 — [100, 1037, 344, 1048]
hebe-line-2: πίνεις λεμόνι — [520, 1326, 615, 1345]
photo-physics-graduates — [1206, 50, 1590, 314]
notice-heading: ΑΠΟΣΗΜΑΝΣΙΣ ΔΙΑΧΩΡΙΣΤΙΚΩΝ ΦΡΑΓΜΑΤΩΝ — [674, 581, 814, 603]
announcement-intro: Ἡ Δημοσία Ἐπιχείρησις Ἡλεκτρισμοῦ, Διεύθυνσις Προμηθειῶν, ἀνακοινοῖ ὅτι κατόπιν διαγωνισμῶν ἐκποιεῖ: — [100, 870, 471, 891]
protsios-l3: 20 χρόνια πρωτοπόρος στὸν ἠλεκτρισμό. — [1289, 1723, 1507, 1735]
excursions-list — [1214, 1025, 1582, 1067]
tutor-4-title: ΜΑΘΗΤΑΙ Ε' ΤΑΞΕΩΣ — [839, 1028, 1016, 1043]
hebe-ad — [487, 1067, 648, 2304]
notice-heading: ΠΡΟΜΗΘΕΙΑ ΚΟΥΖΙΝΑΣ ΠΕΤΡΕΛΑΙΟΥ — [662, 236, 826, 247]
notice-text: Ἐκποιοῦνται εἰς τὸν δασικὸν σταθμὸν ποσότητες ξυλείας κατόπιν δημοπρασίας. — [838, 247, 1016, 279]
column-rule — [1202, 30, 1203, 2296]
column-2: Η ΑΡΝΗΣΙΣ ΕΚΜΙΣΘΩΣΕΩΣ ΑΥΤΟΚΙΝΗΤΟΥ ΤΑΞΙ ΑΠΟΤΕΛΕΙ ΠΑΡΑΠΤΩΜΑ ΚΑΙ ΘΑ ΚΑΤΑΓΓΕΛΛΕΤΑΙ ΑΘΗΝΑΙ, 12.— Εἰς ἀναφορὰς κατὰ μεμιθωτῶν αὐτοκινήτων ταξὶ ἐκκληρώνει ὅτι ἡ ἄρνησις ἐκμισθώσεως καθ' οἱονδήποτε τρόπον ἀποτελεῖ παράπτωμα καὶ θὰ καταγγέλλεται εἰς τὰς ἀρμοδίας ἀρχάς. Οἱ ὁδηγοὶ ὀφείλουν νὰ ἐξυπηρετοῦν τοὺς πελάτας ἀνεξαρτήτως τοῦ προορισμοῦ των. Ἐπίσης ἐτονίσθη ὅτι οἱ παραβάται θὰ τιμωρῶνται μὲ ἀφαίρεσιν τῆς ἀδείας κυκλοφορίας. Τὸ κοινὸν καλεῖται νὰ καταγγέλλη κάθε παράβασιν εἰς τὴν τροχαίαν. ΜΕΤΕΚΠΑΙΔΕΥΣΙΣ ΚΑΘΗΓΗΤΩΝ ΚΑΙ ΔΙΔΑΣΚΑΛΩΝ ΑΘΗΝΑΙ, 12.— Τὸ ὑπουργεῖον Παιδείας ἀνακοινοῖ ὅτι ἀρχίζει ἡ μετεκπαίδευσις τῶν καθηγητῶν καὶ διδασκάλων εἰς τὰ παιδαγωγικὰ κέντρα τῆς χώρας. Οἱ ἐνδιαφερόμενοι καλοῦνται νὰ ὑποβάλουν αἰτήσεις. Αἱ αἰτήσεις θὰ γίνωνται δεκταὶ μέχρι τέλους τοῦ μηνὸς εἰς τὰς κατὰ τόπους ἐπιθεωρήσεις. ΤΟ ΝΕΟΝ ΣΥΜΒΟΥΛΙΟΝ ΤΗΣ ΟΜΟΣΠΟΝΔΙΑΣ ΛΕΙΤΟΥΡΓΩΝ ΜΕΣΗΣ ΑΘΗΝΑΙ, 12.— Τὸ νέον διοικητικὸν συμβούλιον τῆς ὁμοσπονδίας λειτουργῶν μέσης ἐκπαιδεύσεως συνεκροτήθη εἰς σῶμα ὡς ἀκολούθως: Πρόεδρος, ἀντιπρόεδρος, γραμματεὺς καὶ ταμίας. ΑΙ ΥΠΕΡΩΡΙΑΙ ΤΟΥ ΠΡΟΣΩΠΙΚΟΥ ΤΩΝ ΞΕΝΟΔΟΧΕΙΩΝ ΑΘΗΝΑΙ, 12.— Αἱ ὑπερωρίαι τοῦ προσωπικοῦ τῶν ξενοδοχείων θὰ καταβάλλωνται συμφώνως πρὸς τὰς ἰσχυούσας συλλογικὰς συμβάσεις ἐργασίας. ΕΠΤΑΩΡΟΣ ΕΡΓΑΣΙΑ ΕΙΣ ΑΣΦΑΛΙΣΤΙΚΑΣ ΕΠΙΧΕΙΡΗΣΕΙΣ ΑΘΗΝΑΙ, 12.— Εἰς τὰς ἀσφαλιστικὰς ἐπιχειρήσεις καθιερώνεται ἑπτάωρος ἐργασία κατὰ τοὺς θερινοὺς μῆνας. ΠΡΟΣΚΛΗΣΙΣ ΓΟΝΕΩΝ ΤΩΝ ΓΕΝΝΗΘΕΝΤΩΝ ΚΑΤΑ ΤΟ ΕΤΟΣ 1970 ΑΡΡΕΝΩΝ Ὁ δήμαρχος Θεσσαλονίκης καλεῖ τοὺς γονεῖς τῶν γεννηθέντων κατὰ τὸ ἔτος 1970 ἀρρένων ὅπως δηλώσουν τὰ τέκνα των εἰς τὸ δημοτολόγιον. ΧΡΗΣΤΟΣ Γ. ΦΩΤΡΙΔΗΣ ΠΛΗΡΩΣΙΣ ΘΕΣΕΩΝ ΒΟΗΘΟΥ ΙΑΤΡΟΥ Τὸ διοικητικὸν συμβούλιον τοῦ νοσοκομείου προκηρύσσει τὴν πλήρωσιν θέσεων βοηθοῦ ἰατροῦ. Αἱ αἰτήσεις ὑποβάλλονται μέχρι 31 Ἰουλίου. ΜΑΤΘΑΙΟΣ ΚΟΥΜΠΑΝΗΣ Ηβη ξέρεις τί πίνεις! πίνεις λεμόνι πίνεις χυμό Ηβη — [487, 30, 648, 2306]
saba-brand: SABA — [233, 1427, 363, 1472]
right-body: ΜΕΤΣ, 12. (Ι. Ὑπηρ.) — Δύο δήθεν γονεῖς, ὁ Νικολὰ καὶ ἡ Ζορζ Σὰρ Βέλκερ, συνελήφθησαν κατόπιν ἐντολῆς τοῦ τοπικοῦ εἰσαγγελέως διότι κατηγοροῦνται ὅτι ἐστέρησαν ἀπὸ τὸ ἀγόρι τους Σερζ τὴν τροφὴν καὶ τὸ παιδὶ πέθανε ἐξ ἐξαντλήσεως. Ἡ ἀστυνομία ἀνεκάλυψε τὸ ἔγκλημα ὅταν οἱ γείτονες εἰδοποίησαν διὰ τὴν ἐξαφάνισιν τοῦ παιδιοῦ. — [1206, 607, 1396, 715]
notice-filler: Πληροφορίαι παρέχονται καθ’ ὅλας τὰς ἐργασίμους ἡμέρας καὶ ὥρας εἰς τὰ γραφεῖα τῆς ὑπηρεσίας. Ἡ δημοπρασία θὰ διεξαχθῆ δημοσίᾳ ἐνώπιον ἁρμοδίας ἐπιτροπῆς. Ἐγγύησις συμμετοχῆς ὡς ὁ νόμος ὁρίζει. — [838, 279, 1016, 342]
saba-ad — [92, 1158, 479, 1752]
auction-column-2 — [839, 120, 1016, 997]
saba-l7: Τὸ καταπληκτικὸ μοναδικὸ ΡΑΔΙΟΜΑΓΝΗΤΟΦΩΝΟ — [184, 1388, 387, 1426]
notice-text: Ἡ Ἕνωσις γεωργικῶν συνεταιρισμῶν ἐκποιεῖ σπόρους σίτου. — [1021, 247, 1199, 268]
left-column — [92, 30, 479, 2306]
right-announcement-title: ΑΝΑΚΟΙΝΩΣΙΣ — [1294, 1098, 1444, 1117]
saba-l5: καὶ σᾶς προσφέρουμε τὸ νέο SABAMOBIL II — [115, 1327, 456, 1367]
